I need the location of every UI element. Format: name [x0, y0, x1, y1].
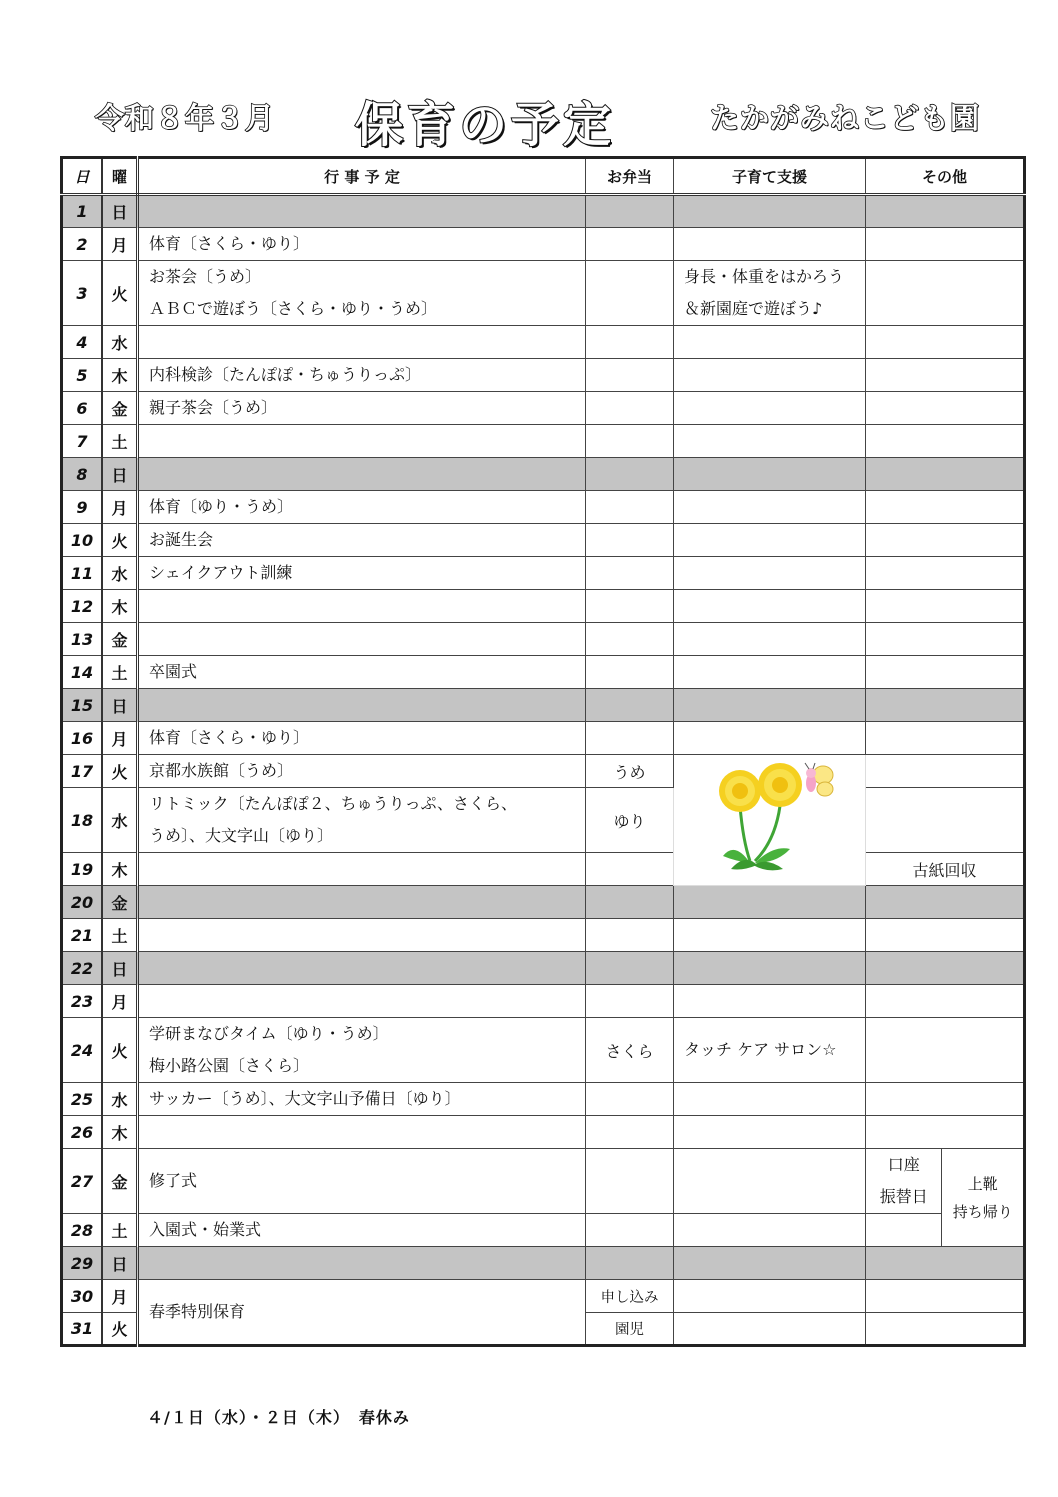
support-cell [674, 261, 866, 326]
table-row [62, 261, 1025, 326]
table-row [62, 1247, 1025, 1280]
table-row [62, 228, 1025, 261]
table-row [62, 1018, 1025, 1083]
event-cell [138, 623, 586, 656]
event-line: お茶会〔うめ〕 [149, 267, 262, 286]
support-cell [674, 1083, 866, 1116]
stem-group [723, 806, 790, 870]
event-line: 学研まなびタイム〔ゆり・うめ〕 [149, 1024, 389, 1043]
other-cell [866, 1280, 1025, 1313]
col-bento: お弁当 [586, 158, 674, 195]
bento-cell [586, 491, 674, 524]
schedule-table [60, 156, 1026, 1347]
day-cell: 18 [62, 788, 103, 853]
table-row [62, 1214, 1025, 1247]
weekday-cell: 土 [102, 1214, 138, 1247]
weekday-cell: 水 [102, 788, 138, 853]
bento-cell [586, 689, 674, 722]
event-cell [138, 590, 586, 623]
col-day: 日 [62, 158, 103, 195]
day-cell: 15 [62, 689, 103, 722]
other-cell [866, 788, 1025, 853]
weekday-cell: 火 [102, 755, 138, 788]
day-cell: 10 [62, 524, 103, 557]
other-cell [866, 557, 1025, 590]
table-row [62, 1149, 1025, 1214]
event-cell: サッカー〔うめ〕、大文字山予備日〔ゆり〕 [138, 1083, 586, 1116]
support-cell [674, 1116, 866, 1149]
bento-cell: うめ [586, 755, 674, 788]
weekday-cell: 木 [102, 590, 138, 623]
table-row [62, 952, 1025, 985]
support-cell [674, 656, 866, 689]
weekday-cell: 金 [102, 1149, 138, 1214]
weekday-cell: 水 [102, 326, 138, 359]
event-cell [138, 425, 586, 458]
weekday-cell: 日 [102, 195, 138, 228]
day-cell: 13 [62, 623, 103, 656]
event-cell: 京都水族館〔うめ〕 [138, 755, 586, 788]
support-cell [674, 722, 866, 755]
bento-cell [586, 195, 674, 228]
day-cell: 17 [62, 755, 103, 788]
other-cell [866, 755, 1025, 788]
bento-cell [586, 425, 674, 458]
other-cell [866, 326, 1025, 359]
bento-cell [586, 1214, 674, 1247]
other-cell [866, 491, 1025, 524]
day-cell: 8 [62, 458, 103, 491]
day-cell: 22 [62, 952, 103, 985]
table-row [62, 557, 1025, 590]
support-cell [674, 524, 866, 557]
other-cell [866, 261, 1025, 326]
support-cell [674, 425, 866, 458]
table-row [62, 886, 1025, 919]
bento-cell [586, 590, 674, 623]
col-events: 行 事 予 定 [138, 158, 586, 195]
other-cell-shoes [942, 1149, 1025, 1247]
event-cell [138, 952, 586, 985]
bento-cell [586, 1247, 674, 1280]
flower-left [719, 770, 761, 812]
weekday-cell: 金 [102, 886, 138, 919]
weekday-cell: 水 [102, 1083, 138, 1116]
day-cell: 6 [62, 392, 103, 425]
weekday-cell: 土 [102, 656, 138, 689]
day-cell: 1 [62, 195, 103, 228]
support-cell [674, 359, 866, 392]
col-weekday: 曜 [102, 158, 138, 195]
other-cell [866, 952, 1025, 985]
event-cell: 体育〔さくら・ゆり〕 [138, 228, 586, 261]
table-row [62, 491, 1025, 524]
support-cell [674, 689, 866, 722]
other-cell [866, 590, 1025, 623]
table-row [62, 853, 1025, 886]
bento-cell [586, 261, 674, 326]
bento-cell [586, 853, 674, 886]
other-cell [866, 1313, 1025, 1346]
support-cell [674, 952, 866, 985]
event-cell [138, 919, 586, 952]
day-cell: 12 [62, 590, 103, 623]
table-row [62, 590, 1025, 623]
event-cell: 体育〔ゆり・うめ〕 [138, 491, 586, 524]
day-cell: 9 [62, 491, 103, 524]
other-cell [866, 524, 1025, 557]
table-row [62, 326, 1025, 359]
other-cell [866, 919, 1025, 952]
bento-cell [586, 524, 674, 557]
other-cell [866, 985, 1025, 1018]
event-cell [138, 326, 586, 359]
day-cell: 5 [62, 359, 103, 392]
day-cell: 27 [62, 1149, 103, 1214]
other-cell [866, 623, 1025, 656]
table-row [62, 1280, 1025, 1313]
month-label: 令和８年３月 [95, 101, 276, 135]
table-row [62, 392, 1025, 425]
event-line: うめ〕、大文字山〔ゆり〕 [149, 826, 334, 845]
other-line: 振替日 [879, 1187, 928, 1206]
weekday-cell: 日 [102, 952, 138, 985]
day-cell: 30 [62, 1280, 103, 1313]
event-cell [138, 1247, 586, 1280]
butterfly-icon [805, 763, 833, 796]
support-cell [674, 985, 866, 1018]
other-cell [866, 1083, 1025, 1116]
weekday-cell: 月 [102, 1280, 138, 1313]
weekday-cell: 水 [102, 557, 138, 590]
event-cell: 内科検診〔たんぽぽ・ちゅうりっぷ〕 [138, 359, 586, 392]
day-cell: 23 [62, 985, 103, 1018]
bento-cell: さくら [586, 1018, 674, 1083]
bento-cell: ゆり [586, 788, 674, 853]
support-cell [674, 392, 866, 425]
support-line: ＆新園庭で遊ぼう♪ [684, 299, 823, 318]
support-cell [674, 557, 866, 590]
other-cell [866, 458, 1025, 491]
bento-cell [586, 392, 674, 425]
day-cell: 19 [62, 853, 103, 886]
support-cell [674, 491, 866, 524]
event-cell: お誕生会 [138, 524, 586, 557]
day-cell: 31 [62, 1313, 103, 1346]
day-cell: 11 [62, 557, 103, 590]
weekday-cell: 火 [102, 1313, 138, 1346]
weekday-cell: 火 [102, 261, 138, 326]
other-cell [866, 689, 1025, 722]
weekday-cell: 月 [102, 491, 138, 524]
event-cell [138, 853, 586, 886]
support-cell [674, 1247, 866, 1280]
weekday-cell: 木 [102, 359, 138, 392]
event-cell [138, 886, 586, 919]
table-row [62, 524, 1025, 557]
day-cell: 21 [62, 919, 103, 952]
event-line: ＡＢＣで遊ぼう〔さくら・ゆり・うめ〕 [149, 299, 438, 318]
bento-cell: 園児 [586, 1313, 674, 1346]
other-cell [866, 1018, 1025, 1083]
bento-cell [586, 1116, 674, 1149]
support-cell [674, 886, 866, 919]
header-row [62, 158, 1025, 195]
table-row [62, 722, 1025, 755]
support-cell [674, 458, 866, 491]
day-cell: 28 [62, 1214, 103, 1247]
weekday-cell: 火 [102, 524, 138, 557]
event-cell: 春季特別保育 [138, 1280, 586, 1346]
bento-cell [586, 359, 674, 392]
table-row [62, 1083, 1025, 1116]
weekday-cell: 日 [102, 458, 138, 491]
other-cell [866, 425, 1025, 458]
table-row [62, 755, 1025, 788]
support-cell [674, 919, 866, 952]
support-cell [674, 1214, 866, 1247]
day-cell: 14 [62, 656, 103, 689]
flower-right [758, 763, 802, 807]
support-cell [674, 1313, 866, 1346]
col-other: その他 [866, 158, 1025, 195]
day-cell: 20 [62, 886, 103, 919]
support-line: 身長・体重をはかろう [684, 267, 845, 286]
weekday-cell: 火 [102, 1018, 138, 1083]
other-line: 持ち帰り [952, 1202, 1013, 1221]
weekday-cell: 月 [102, 985, 138, 1018]
bento-cell [586, 557, 674, 590]
event-cell: 親子茶会〔うめ〕 [138, 392, 586, 425]
event-cell [138, 1116, 586, 1149]
event-cell [138, 195, 586, 228]
event-cell [138, 458, 586, 491]
bento-cell [586, 952, 674, 985]
weekday-cell: 土 [102, 919, 138, 952]
table-row [62, 985, 1025, 1018]
other-cell [866, 722, 1025, 755]
weekday-cell: 金 [102, 623, 138, 656]
weekday-cell: 月 [102, 228, 138, 261]
event-cell [138, 689, 586, 722]
other-cell [866, 195, 1025, 228]
table-row [62, 788, 1025, 853]
event-cell [138, 261, 586, 326]
day-cell: 26 [62, 1116, 103, 1149]
other-cell [866, 656, 1025, 689]
other-cell [866, 228, 1025, 261]
event-cell: 卒園式 [138, 656, 586, 689]
day-cell: 2 [62, 228, 103, 261]
illustration-cell [674, 755, 866, 886]
table-row [62, 1116, 1025, 1149]
day-cell: 7 [62, 425, 103, 458]
weekday-cell: 土 [102, 425, 138, 458]
support-cell [674, 195, 866, 228]
footer-note: ４/１日（水）・２日（木） 春休み [147, 1408, 410, 1427]
bento-cell [586, 458, 674, 491]
support-cell [674, 228, 866, 261]
other-cell [866, 1116, 1025, 1149]
other-line: 上靴 [967, 1174, 998, 1193]
bento-cell [586, 1083, 674, 1116]
weekday-cell: 木 [102, 1116, 138, 1149]
event-cell: 修了式 [138, 1149, 586, 1214]
weekday-cell: 日 [102, 1247, 138, 1280]
event-line: リトミック〔たんぽぽ２、ちゅうりっぷ、さくら、 [149, 794, 518, 813]
event-cell: シェイクアウト訓練 [138, 557, 586, 590]
support-cell: タッチ ケア サロン☆ [674, 1018, 866, 1083]
weekday-cell: 木 [102, 853, 138, 886]
other-cell-account [866, 1149, 942, 1214]
day-cell: 25 [62, 1083, 103, 1116]
event-cell [138, 985, 586, 1018]
bento-cell [586, 886, 674, 919]
support-cell [674, 623, 866, 656]
bento-cell [586, 985, 674, 1018]
bento-cell [586, 656, 674, 689]
event-cell: 体育〔さくら・ゆり〕 [138, 722, 586, 755]
other-cell [866, 1214, 942, 1247]
other-cell [866, 886, 1025, 919]
bento-cell [586, 722, 674, 755]
weekday-cell: 月 [102, 722, 138, 755]
event-cell: 入園式・始業式 [138, 1214, 586, 1247]
weekday-cell: 金 [102, 392, 138, 425]
col-support: 子育て支援 [674, 158, 866, 195]
other-cell: 古紙回収 [866, 853, 1025, 886]
day-cell: 4 [62, 326, 103, 359]
bento-cell [586, 623, 674, 656]
table-row [62, 623, 1025, 656]
day-cell: 16 [62, 722, 103, 755]
school-name: たかがみねこども園 [710, 101, 981, 135]
bento-cell [586, 919, 674, 952]
event-cell [138, 788, 586, 853]
event-line: 梅小路公園〔さくら〕 [149, 1056, 310, 1075]
page-title: 保育の予定 [355, 97, 616, 153]
bento-cell [586, 1149, 674, 1214]
table-row [62, 689, 1025, 722]
day-cell: 29 [62, 1247, 103, 1280]
bento-cell [586, 228, 674, 261]
table-row [62, 656, 1025, 689]
table-row [62, 425, 1025, 458]
support-cell [674, 326, 866, 359]
other-line: 口座 [887, 1155, 920, 1174]
event-cell [138, 1018, 586, 1083]
support-cell [674, 590, 866, 623]
table-row [62, 458, 1025, 491]
other-cell [866, 359, 1025, 392]
day-cell: 3 [62, 261, 103, 326]
other-cell [866, 392, 1025, 425]
table-row [62, 919, 1025, 952]
day-cell: 24 [62, 1018, 103, 1083]
support-cell [674, 1280, 866, 1313]
other-cell [866, 1247, 1025, 1280]
bento-cell [586, 326, 674, 359]
weekday-cell: 日 [102, 689, 138, 722]
dandelion-illustration [695, 761, 845, 879]
support-cell [674, 1149, 866, 1214]
page-header [0, 88, 1058, 153]
table-row [62, 359, 1025, 392]
table-row [62, 195, 1025, 228]
bento-cell: 申し込み [586, 1280, 674, 1313]
